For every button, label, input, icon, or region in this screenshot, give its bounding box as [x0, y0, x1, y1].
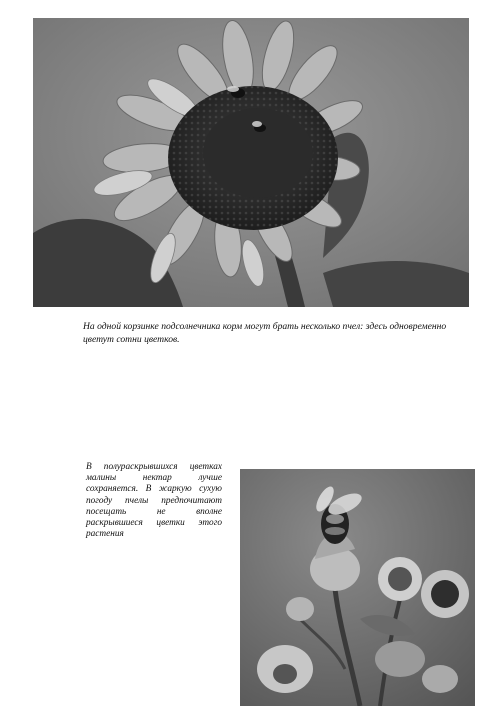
top-photo-caption: На одной корзинке подсолнечника корм могут брать несколько пчел: здесь одновременно цветут сотни цветков. — [83, 321, 447, 345]
raspberry-illustration — [240, 469, 475, 706]
raspberry-photo — [240, 469, 475, 706]
sunflower-illustration — [33, 18, 469, 307]
bottom-photo-caption: В полураскрывшихся цветках малины нектар лучше сохраняется. В жаркую сухую погоду пчелы предпочитают посещать не вполне раскрывшиеся цветки этого растения — [86, 462, 222, 540]
sunflower-photo — [33, 18, 469, 307]
